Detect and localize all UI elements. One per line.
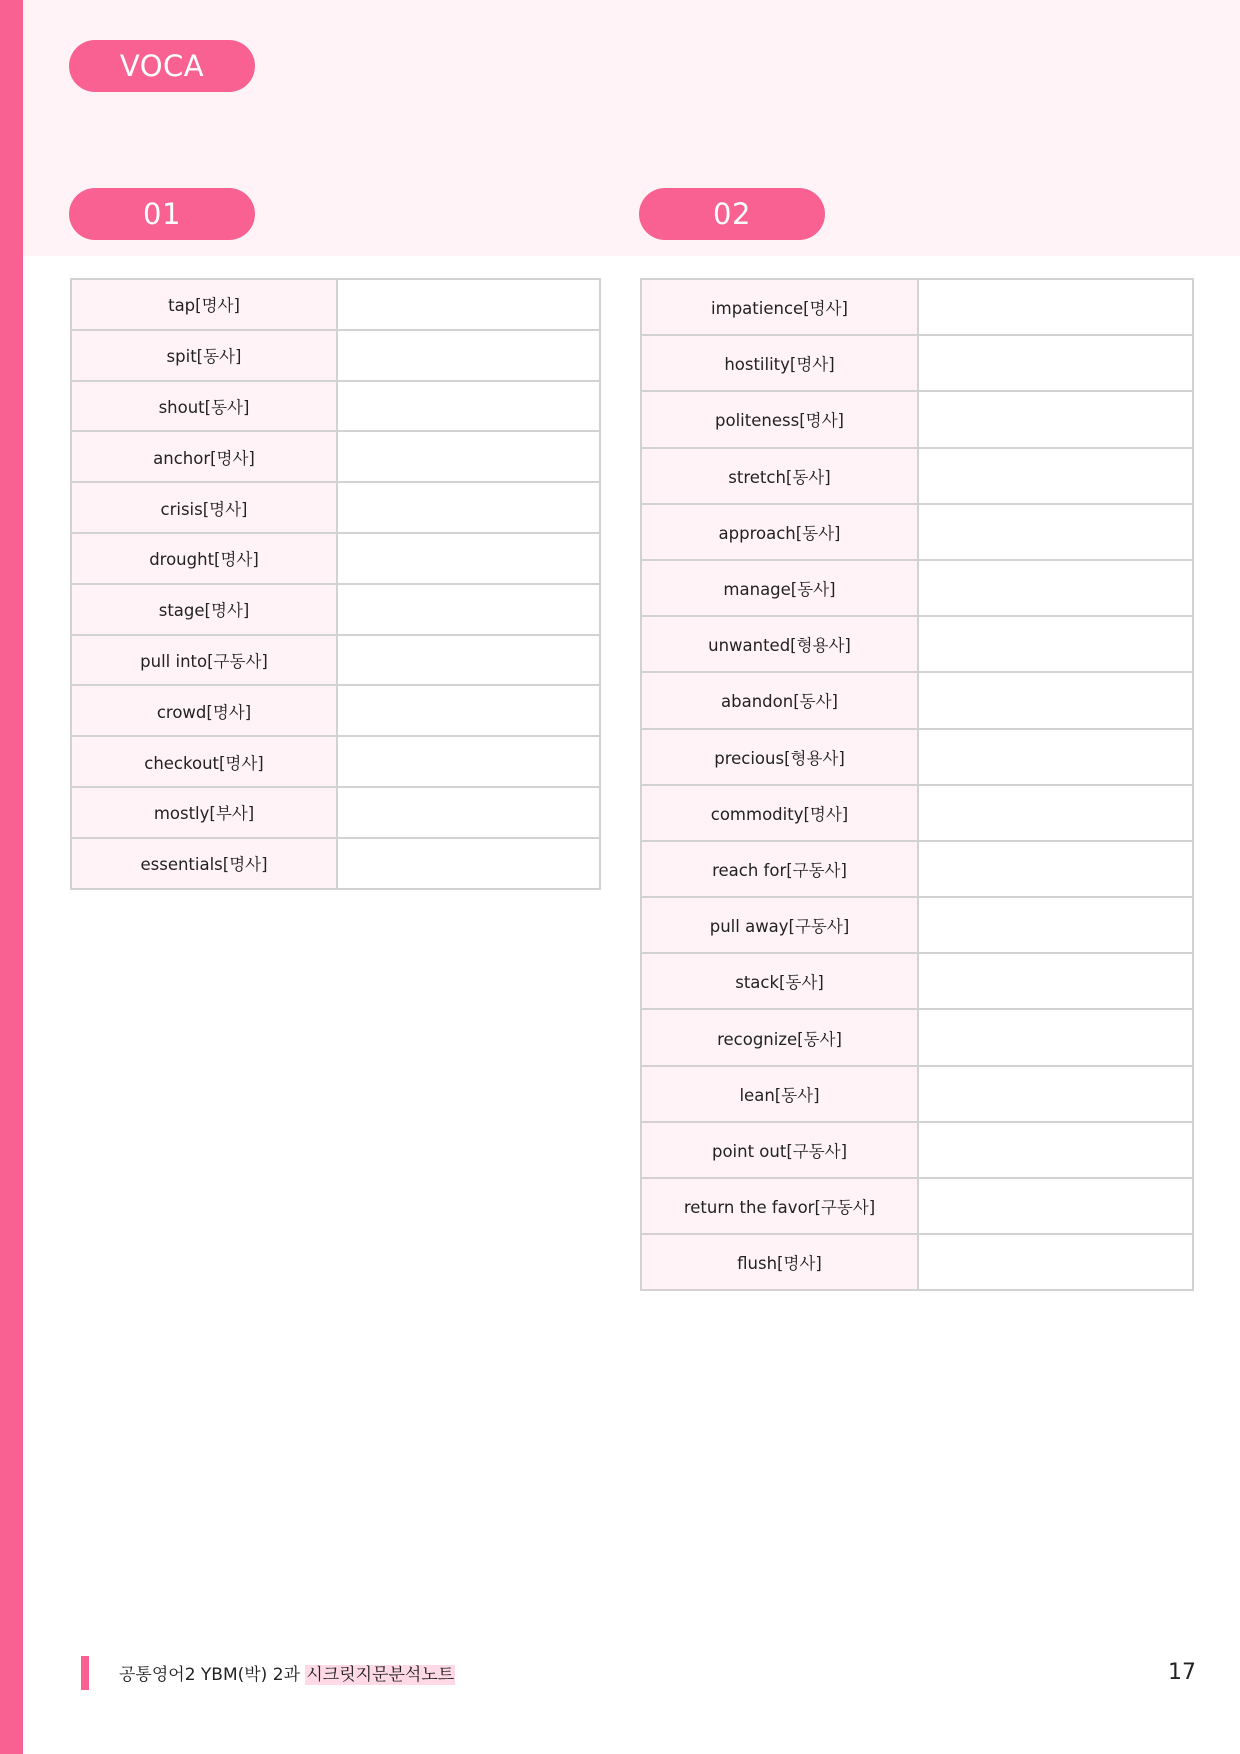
vocab-word: unwanted[형용사] — [641, 616, 918, 672]
vocab-word: pull into[구동사] — [71, 635, 337, 686]
vocab-word: abandon[동사] — [641, 672, 918, 728]
vocab-word: mostly[부사] — [71, 787, 337, 838]
meaning-answer-cell[interactable] — [337, 431, 600, 482]
vocab-row — [641, 953, 1193, 1009]
meaning-answer-cell[interactable] — [337, 279, 600, 330]
vocab-row — [71, 838, 600, 889]
meaning-answer-cell[interactable] — [918, 335, 1193, 391]
meaning-answer-cell[interactable] — [337, 533, 600, 584]
vocab-row — [641, 841, 1193, 897]
vocab-row — [71, 685, 600, 736]
vocab-row — [641, 504, 1193, 560]
vocab-row — [71, 635, 600, 686]
meaning-answer-cell[interactable] — [918, 504, 1193, 560]
meaning-answer-cell[interactable] — [918, 897, 1193, 953]
vocab-word: essentials[명사] — [71, 838, 337, 889]
vocab-row — [641, 1066, 1193, 1122]
vocab-row — [641, 335, 1193, 391]
vocab-word: hostility[명사] — [641, 335, 918, 391]
vocab-table-01 — [70, 278, 601, 890]
vocab-word: flush[명사] — [641, 1234, 918, 1290]
vocab-word: drought[명사] — [71, 533, 337, 584]
meaning-answer-cell[interactable] — [337, 482, 600, 533]
vocab-word: crowd[명사] — [71, 685, 337, 736]
vocab-word: stage[명사] — [71, 584, 337, 635]
vocab-word: politeness[명사] — [641, 391, 918, 447]
vocab-row — [71, 482, 600, 533]
vocab-word: pull away[구동사] — [641, 897, 918, 953]
vocab-word: stack[동사] — [641, 953, 918, 1009]
vocab-row — [71, 431, 600, 482]
vocab-word: tap[명사] — [71, 279, 337, 330]
vocab-word: lean[동사] — [641, 1066, 918, 1122]
meaning-answer-cell[interactable] — [918, 616, 1193, 672]
meaning-answer-cell[interactable] — [918, 1122, 1193, 1178]
meaning-answer-cell[interactable] — [918, 1009, 1193, 1065]
vocab-row — [641, 616, 1193, 672]
footer-highlight-text: 시크릿지문분석노트 — [306, 1665, 455, 1685]
meaning-answer-cell[interactable] — [337, 635, 600, 686]
meaning-answer-cell[interactable] — [918, 1234, 1193, 1290]
section-02-label: 02 — [639, 188, 825, 240]
vocab-row — [641, 448, 1193, 504]
vocab-row — [641, 785, 1193, 841]
meaning-answer-cell[interactable] — [337, 838, 600, 889]
book-title: 공통영어2 YBM(박) 2과 — [119, 1665, 306, 1685]
footer-accent-mark — [81, 1656, 89, 1690]
vocab-word: precious[형용사] — [641, 729, 918, 785]
vocab-row — [641, 1234, 1193, 1290]
vocab-word: return the favor[구동사] — [641, 1178, 918, 1234]
meaning-answer-cell[interactable] — [918, 279, 1193, 335]
vocab-row — [71, 330, 600, 381]
vocab-word: checkout[명사] — [71, 736, 337, 787]
meaning-answer-cell[interactable] — [337, 330, 600, 381]
meaning-answer-cell[interactable] — [337, 381, 600, 432]
meaning-answer-cell[interactable] — [918, 560, 1193, 616]
vocab-word: stretch[동사] — [641, 448, 918, 504]
meaning-answer-cell[interactable] — [918, 1066, 1193, 1122]
vocab-row — [71, 381, 600, 432]
vocab-row — [71, 279, 600, 330]
meaning-answer-cell[interactable] — [337, 685, 600, 736]
meaning-answer-cell[interactable] — [918, 1178, 1193, 1234]
vocab-row — [641, 672, 1193, 728]
vocab-row — [71, 787, 600, 838]
vocab-word: commodity[명사] — [641, 785, 918, 841]
left-accent-bar — [0, 0, 23, 1754]
vocab-row — [71, 584, 600, 635]
meaning-answer-cell[interactable] — [918, 448, 1193, 504]
meaning-answer-cell[interactable] — [918, 841, 1193, 897]
meaning-answer-cell[interactable] — [337, 584, 600, 635]
vocab-word: reach for[구동사] — [641, 841, 918, 897]
vocab-row — [641, 391, 1193, 447]
meaning-answer-cell[interactable] — [918, 672, 1193, 728]
vocab-row — [641, 1122, 1193, 1178]
vocab-row — [641, 1009, 1193, 1065]
meaning-answer-cell[interactable] — [337, 787, 600, 838]
vocab-table-02 — [640, 278, 1194, 1291]
vocab-row — [641, 560, 1193, 616]
vocab-row — [641, 729, 1193, 785]
vocab-row — [71, 736, 600, 787]
meaning-answer-cell[interactable] — [918, 391, 1193, 447]
page-number: 17 — [1168, 1660, 1196, 1685]
vocab-word: crisis[명사] — [71, 482, 337, 533]
vocab-row — [641, 279, 1193, 335]
voca-label: VOCA — [69, 40, 255, 92]
vocab-word: approach[동사] — [641, 504, 918, 560]
vocab-row — [641, 1178, 1193, 1234]
vocab-word: impatience[명사] — [641, 279, 918, 335]
meaning-answer-cell[interactable] — [337, 736, 600, 787]
footer-title — [119, 1660, 455, 1685]
vocab-word: spit[동사] — [71, 330, 337, 381]
meaning-answer-cell[interactable] — [918, 953, 1193, 1009]
vocab-word: shout[동사] — [71, 381, 337, 432]
vocab-word: recognize[동사] — [641, 1009, 918, 1065]
meaning-answer-cell[interactable] — [918, 785, 1193, 841]
vocab-word: manage[동사] — [641, 560, 918, 616]
vocab-word: anchor[명사] — [71, 431, 337, 482]
section-01-label: 01 — [69, 188, 255, 240]
vocab-row — [641, 897, 1193, 953]
vocab-word: point out[구동사] — [641, 1122, 918, 1178]
meaning-answer-cell[interactable] — [918, 729, 1193, 785]
vocab-row — [71, 533, 600, 584]
